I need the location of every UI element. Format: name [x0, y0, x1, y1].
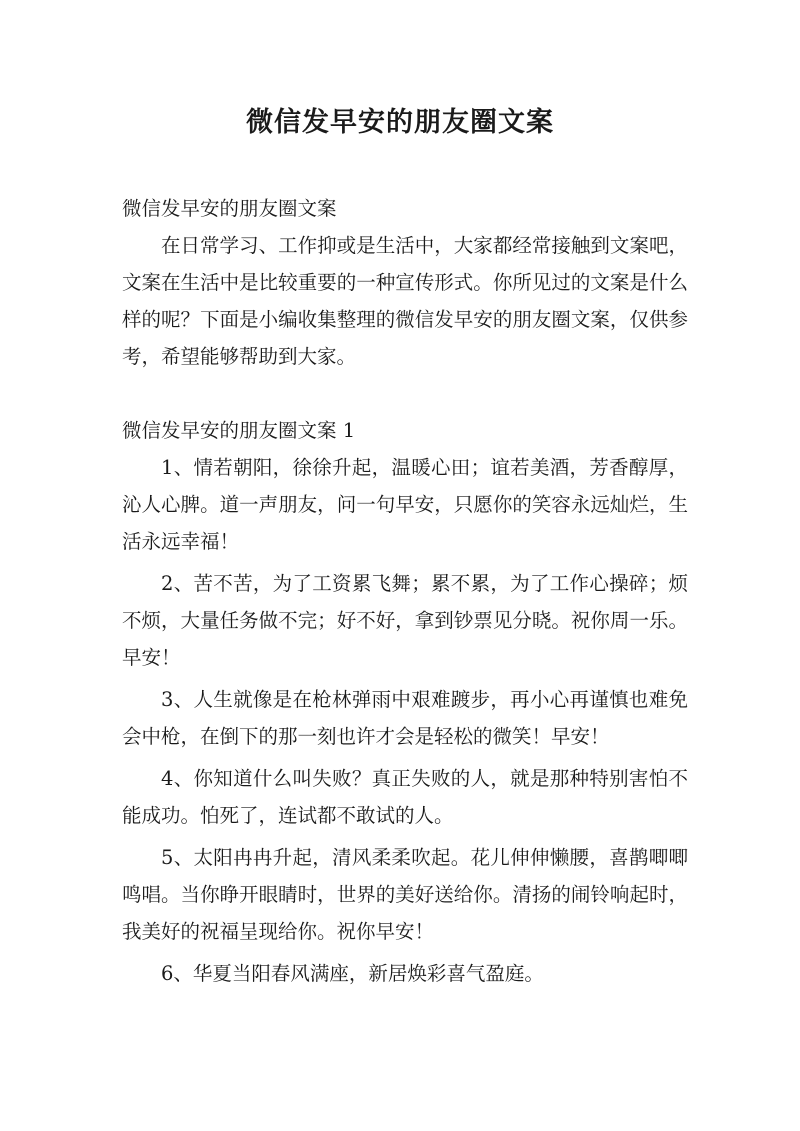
page-title: 微信发早安的朋友圈文案	[246, 107, 554, 138]
list-item: 6、华夏当阳春风满座，新居焕彩喜气盈庭。	[161, 962, 544, 985]
list-item: 3、人生就像是在枪林弹雨中艰难踱步，再小心再谨慎也难免会中枪，在倒下的那一刻也许才会是轻松的微笑！早安！	[122, 688, 688, 748]
list-item: 2、苦不苦，为了工资累飞舞；累不累，为了工作心操碎；烦不烦，大量任务做不完；好不好，拿到钞票见分晓。祝你周一乐。早安！	[122, 572, 688, 669]
document-body	[122, 190, 688, 997]
intro-paragraph: 在日常学习、工作抑或是生活中，大家都经常接触到文案吧，文案在生活中是比较重要的一种宣传形式。你所见过的文案是什么样的呢？下面是小编收集整理的微信发早安的朋友圈文案，仅供参考，希望能够帮助到大家。	[122, 234, 688, 368]
list-item: 1、情若朝阳，徐徐升起，温暖心田；谊若美酒，芳香醇厚，沁人心脾。道一声朋友，问一句早安，只愿你的笑容永远灿烂，生活永远幸福！	[122, 456, 688, 553]
section-spacer	[122, 375, 688, 412]
list-item: 4、你知道什么叫失败？真正失败的人，就是那种特别害怕不能成功。怕死了，连试都不敢试的人。	[122, 767, 688, 827]
section-heading: 微信发早安的朋友圈文案 1	[122, 419, 356, 442]
list-item: 5、太阳冉冉升起，清风柔柔吹起。花儿伸伸懒腰，喜鹊唧唧鸣唱。当你睁开眼睛时，世界的美好送给你。清扬的闹铃响起时，我美好的祝福呈现给你。祝你早安！	[122, 846, 688, 943]
intro-heading: 微信发早安的朋友圈文案	[122, 197, 337, 220]
